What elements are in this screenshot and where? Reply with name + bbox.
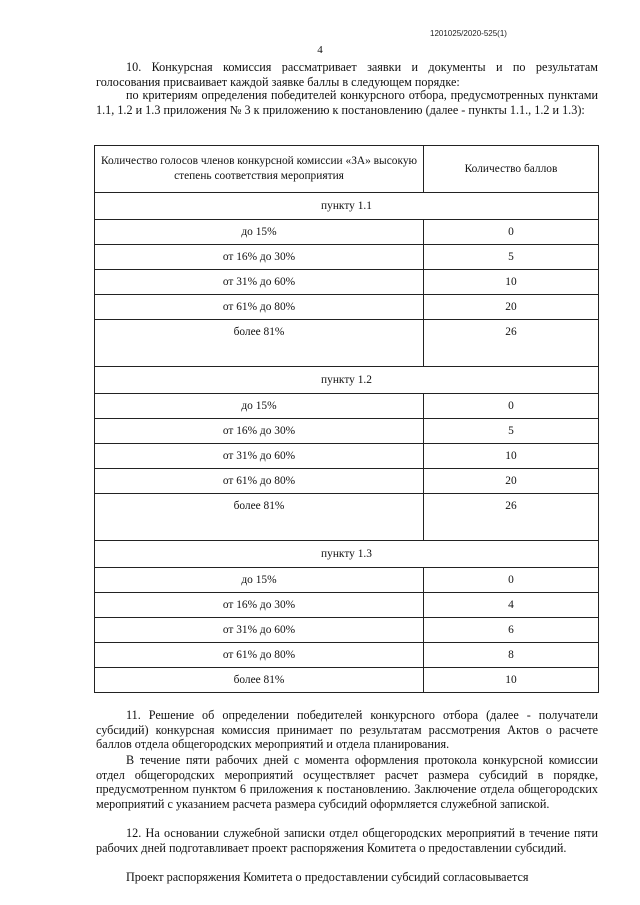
paragraph-10-intro: 10. Конкурсная комиссия рассматривает заявки и документы и по результатам голосования присваивает каждой заявке баллы в следующем порядке:	[96, 60, 598, 89]
section-row	[95, 193, 599, 220]
scores-table	[94, 145, 599, 693]
table-header-row	[95, 146, 599, 193]
range-cell: от 61% до 80%	[95, 469, 424, 494]
table-row	[95, 568, 599, 593]
table-row	[95, 245, 599, 270]
points-cell: 0	[424, 568, 599, 593]
range-cell: более 81%	[95, 320, 424, 367]
paragraph-11-b: В течение пяти рабочих дней с момента оформления протокола конкурсной комиссии отдел общегородских мероприятий осуществляет расчет размера субсидий в порядке, предусмотренном пунктом 6 приложения к постановлению. Заключение отдела общегородских мероприятий с указанием расчета размера субсидий оформляется служебной запиской.	[96, 753, 598, 811]
table-row	[95, 295, 599, 320]
table-row	[95, 618, 599, 643]
range-cell: до 15%	[95, 568, 424, 593]
range-cell: от 61% до 80%	[95, 643, 424, 668]
table-row	[95, 419, 599, 444]
range-cell: от 31% до 60%	[95, 444, 424, 469]
points-cell: 5	[424, 419, 599, 444]
table-row	[95, 668, 599, 693]
range-cell: от 31% до 60%	[95, 270, 424, 295]
section-row	[95, 367, 599, 394]
points-cell: 0	[424, 394, 599, 419]
table-row	[95, 394, 599, 419]
range-cell: от 16% до 30%	[95, 245, 424, 270]
paragraph-11: 11. Решение об определении победителей конкурсного отбора (далее - получатели субсидий) конкурсная комиссия принимает по результатам рассмотрения Актов о расчете баллов отдела общегородских мероприятий и отдела планирования.	[96, 708, 598, 751]
points-cell: 8	[424, 643, 599, 668]
table-row	[95, 593, 599, 618]
table-row	[95, 320, 599, 367]
table-row	[95, 444, 599, 469]
points-cell: 20	[424, 469, 599, 494]
points-cell: 10	[424, 270, 599, 295]
table-row	[95, 469, 599, 494]
range-cell: от 31% до 60%	[95, 618, 424, 643]
range-cell: от 16% до 30%	[95, 593, 424, 618]
range-cell: от 61% до 80%	[95, 295, 424, 320]
header-points: Количество баллов	[424, 146, 599, 193]
range-cell: от 16% до 30%	[95, 419, 424, 444]
range-cell: до 15%	[95, 394, 424, 419]
paragraph-10-criteria: по критериям определения победителей конкурсного отбора, предусмотренных пунктами 1.1, 1.2 и 1.3 приложения № 3 к приложению к постановлению (далее - пункты 1.1., 1.2 и 1.3):	[96, 88, 598, 117]
points-cell: 4	[424, 593, 599, 618]
table-row	[95, 643, 599, 668]
table-row	[95, 494, 599, 541]
page-number: 4	[317, 44, 323, 56]
section-title: пункту 1.1	[95, 193, 599, 220]
document-number: 1201025/2020-525(1)	[430, 29, 507, 38]
section-row	[95, 541, 599, 568]
section-title: пункту 1.3	[95, 541, 599, 568]
header-votes: Количество голосов членов конкурсной комиссии «ЗА» высокую степень соответствия мероприятия	[95, 146, 424, 193]
range-cell: до 15%	[95, 220, 424, 245]
points-cell: 0	[424, 220, 599, 245]
points-cell: 10	[424, 668, 599, 693]
paragraph-12: 12. На основании служебной записки отдел общегородских мероприятий в течение пяти рабочих дней подготавливает проект распоряжения Комитета о предоставлении субсидий.	[96, 826, 598, 855]
range-cell: более 81%	[95, 494, 424, 541]
points-cell: 26	[424, 494, 599, 541]
points-cell: 5	[424, 245, 599, 270]
table-row	[95, 270, 599, 295]
points-cell: 10	[424, 444, 599, 469]
table-row	[95, 220, 599, 245]
section-title: пункту 1.2	[95, 367, 599, 394]
points-cell: 6	[424, 618, 599, 643]
paragraph-12-b: Проект распоряжения Комитета о предоставлении субсидий согласовывается	[126, 870, 529, 884]
points-cell: 26	[424, 320, 599, 367]
points-cell: 20	[424, 295, 599, 320]
range-cell: более 81%	[95, 668, 424, 693]
